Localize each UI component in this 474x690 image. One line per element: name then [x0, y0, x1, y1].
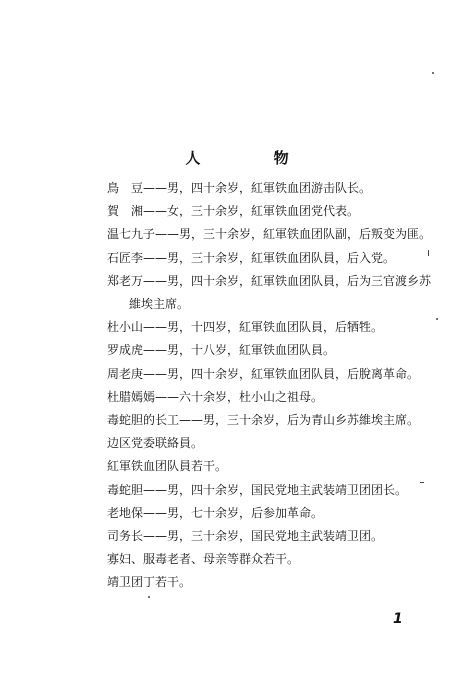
character-entry: 賀 湘——女，三十余岁，紅軍铁血团党代表。	[107, 204, 360, 219]
character-entry: 边区党委联絡員。	[107, 436, 204, 451]
character-entry: 靖卫团丁若干。	[107, 575, 192, 590]
scan-speck	[432, 72, 434, 74]
character-list	[107, 177, 437, 595]
character-entry: 杜小山——男，十四岁，紅軍铁血团队員，后牺牲。	[107, 320, 384, 335]
page-number: 1	[393, 611, 403, 627]
character-entry: 温七九子——男，三十余岁，紅軍铁血团队副，后叛变为匪。	[107, 227, 432, 242]
scan-speck	[420, 482, 424, 483]
character-entry: 杜腊嫣嫣——六十余岁，杜小山之祖母。	[107, 389, 324, 404]
character-entry: 郑老万——男，四十余岁，紅軍铁血团队員，后为三官渡乡苏	[107, 273, 432, 288]
character-entry-continuation: 維埃主席。	[129, 297, 190, 312]
character-entry: 老地保——男，七十余岁，后参加革命。	[107, 505, 324, 520]
character-entry: 石匠李——男，三十余岁，紅軍铁血团队員，后入党。	[107, 250, 396, 265]
scan-speck	[148, 596, 150, 598]
scan-speck	[428, 250, 429, 256]
character-entry: 鳥 豆——男，四十余岁，紅軍铁血团游击队长。	[107, 181, 372, 195]
character-entry: 紅軍铁血团队員若干。	[107, 459, 228, 474]
page-title: 人 物	[185, 149, 323, 167]
character-entry: 寡妇、服毒老者、母亲等群众若干。	[107, 552, 300, 567]
character-entry: 毒蛇胆的长工——男，三十余岁，后为青山乡苏維埃主席。	[107, 413, 420, 428]
character-entry: 司务长——男，三十余岁，国民党地主武装靖卫团。	[107, 529, 384, 544]
character-entry: 罗成虎——男，十八岁，紅軍铁血团队員。	[107, 343, 336, 358]
character-entry: 毒蛇胆——男，四十余岁，国民党地主武装靖卫团团长。	[107, 482, 408, 497]
scan-speck	[436, 318, 438, 320]
character-entry: 周老庚——男，四十余岁，紅軍铁血团队員，后脫离革命。	[107, 366, 420, 381]
